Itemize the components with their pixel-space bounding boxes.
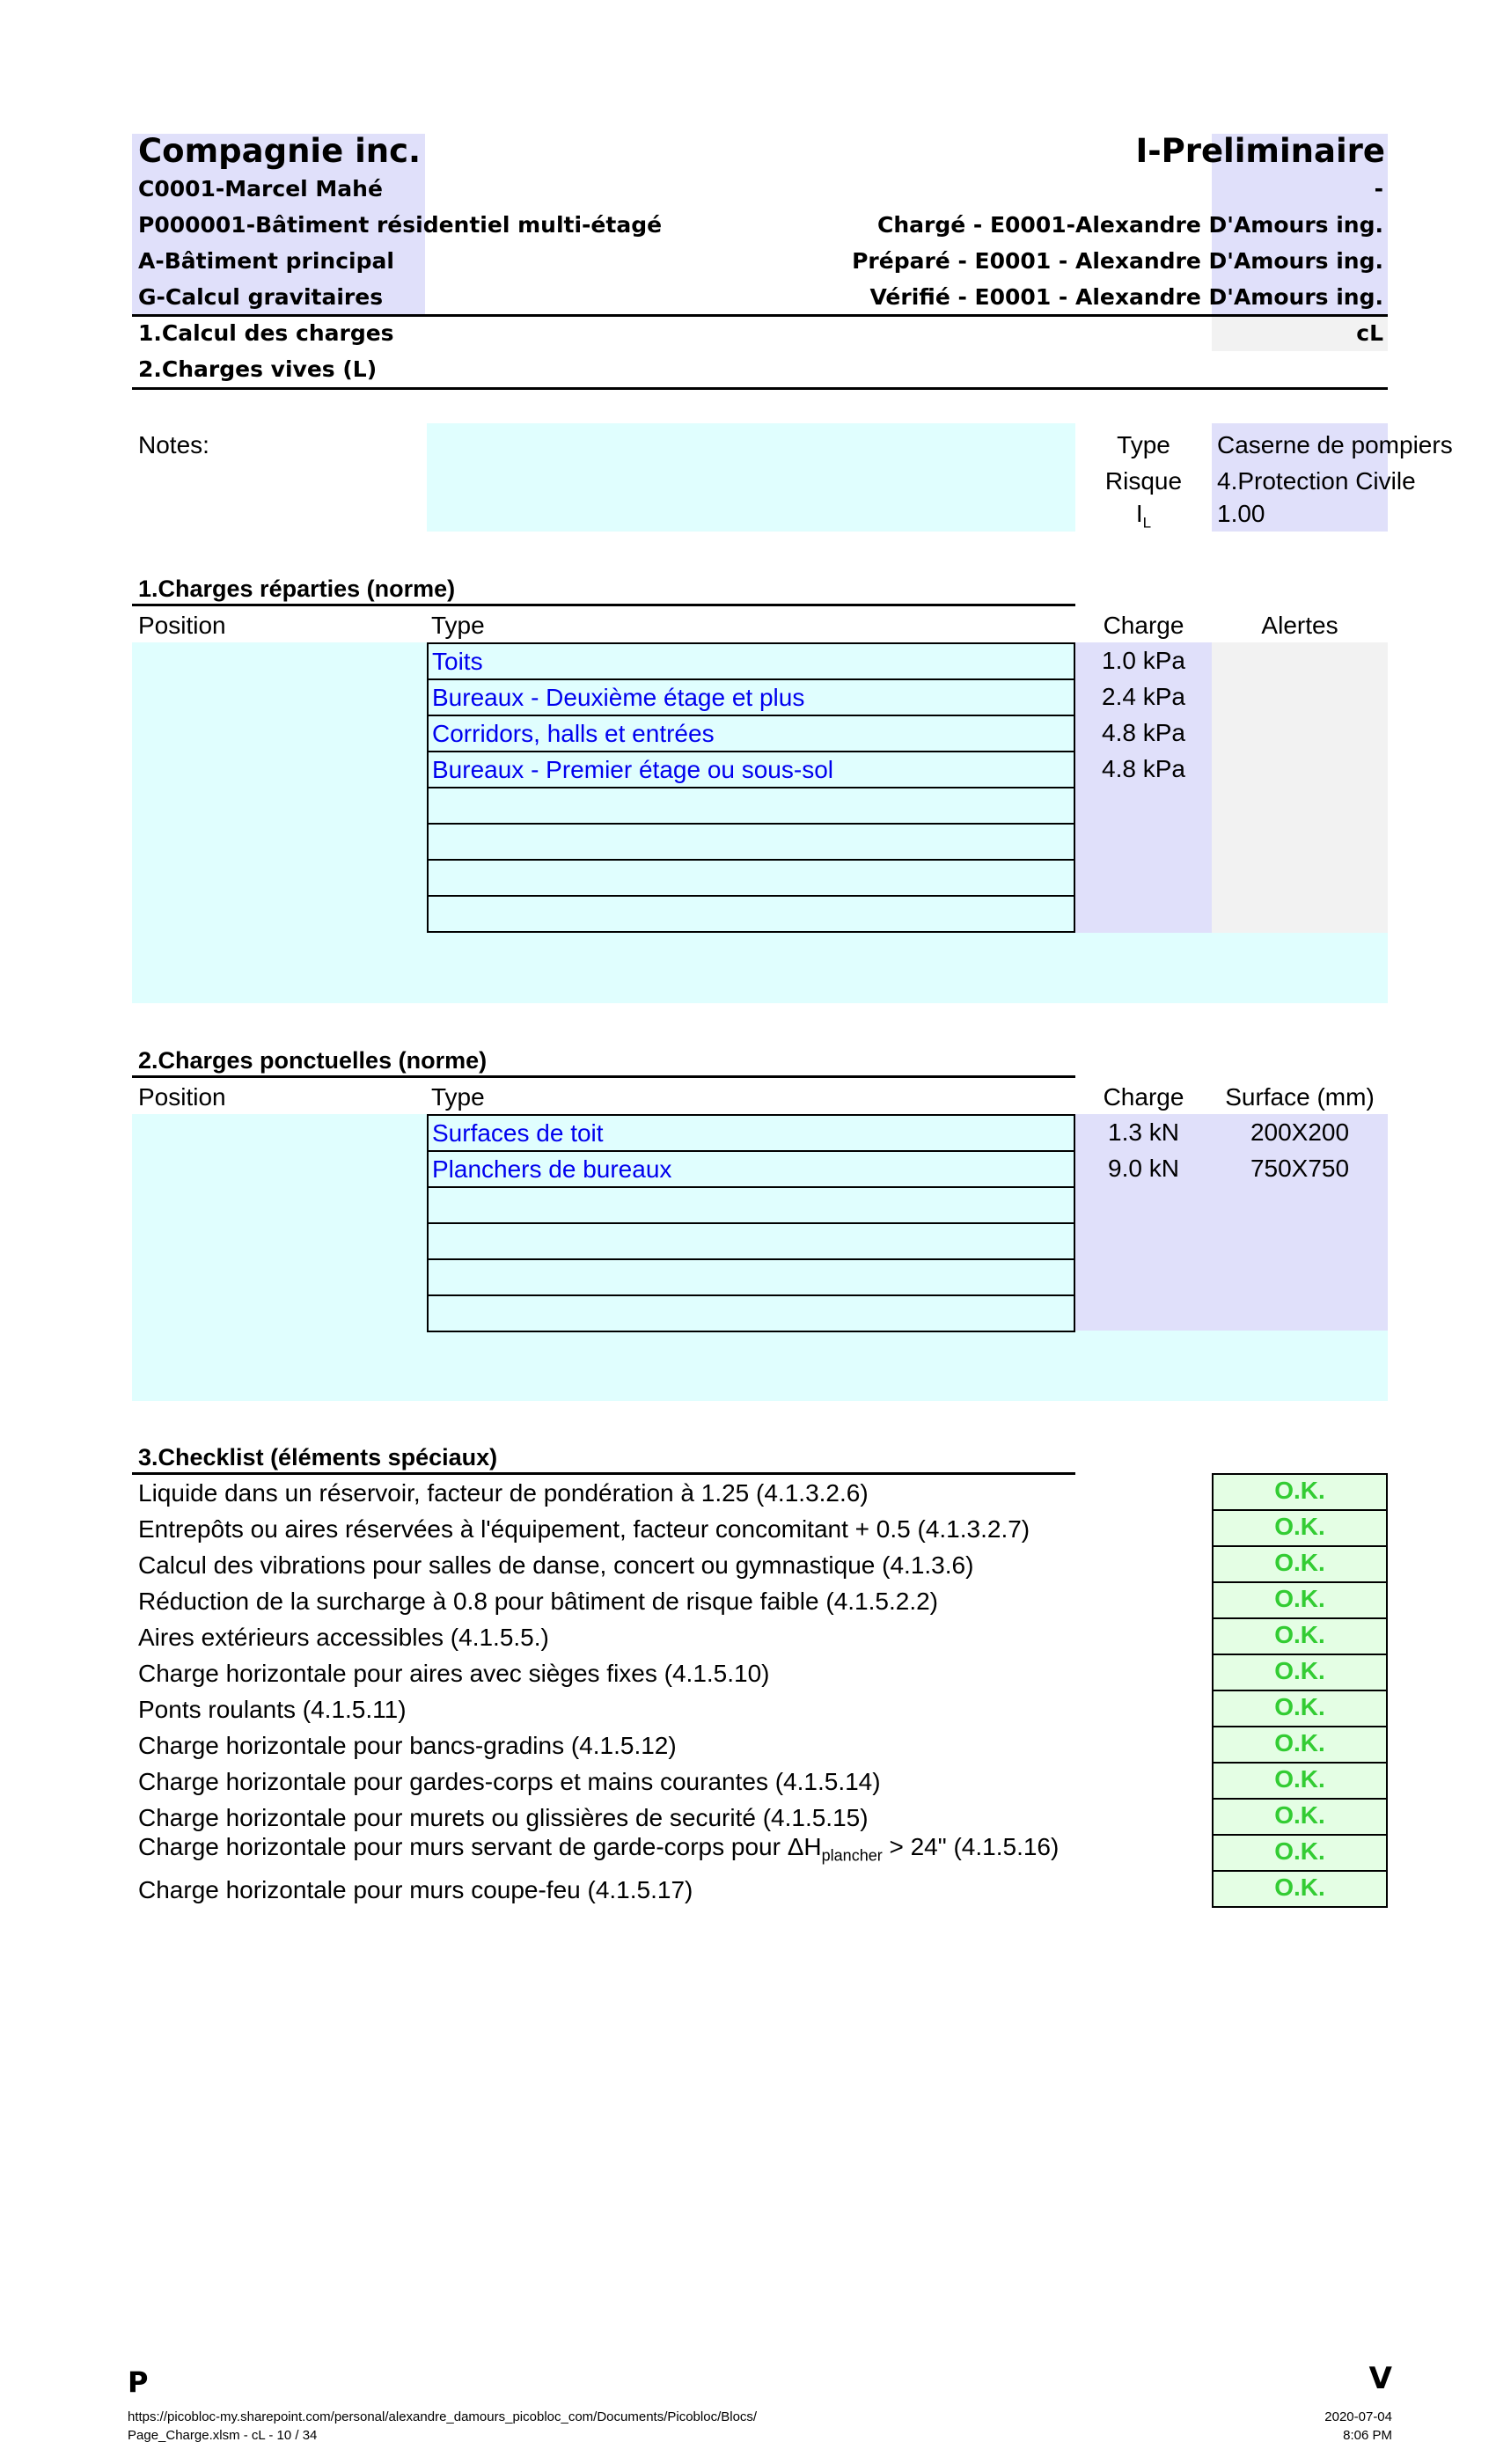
- checklist-item-text: Charge horizontale pour gardes-corps et mains courantes (4.1.5.14): [138, 1768, 881, 1795]
- importance-factor-value: 1.00: [1217, 500, 1265, 527]
- distributed-type-cell[interactable]: [427, 823, 1075, 861]
- point-title-underline: [132, 1075, 1075, 1078]
- client-name: C0001-Marcel Mahé: [138, 176, 383, 202]
- distributed-type-cell[interactable]: Bureaux - Deuxième étage et plus: [427, 678, 1075, 716]
- notes-label: Notes:: [138, 431, 209, 458]
- checklist-item-text: Aires extérieurs accessibles (4.1.5.5.): [138, 1624, 549, 1651]
- checklist-status-badge: O.K.: [1212, 1654, 1388, 1691]
- distributed-footer-area: [132, 933, 1388, 1003]
- type-value[interactable]: Caserne de pompiers: [1217, 431, 1453, 458]
- distributed-loads-title: 1.Charges réparties (norme): [138, 576, 456, 602]
- point-col-charge: Charge: [1103, 1083, 1184, 1111]
- importance-factor-symbol: I: [1135, 500, 1143, 527]
- checklist-status-badge: O.K.: [1212, 1798, 1388, 1836]
- point-type-cell[interactable]: Surfaces de toit: [427, 1114, 1075, 1152]
- distributed-charge-cell: 1.0 kPa: [1102, 647, 1185, 674]
- checklist-item-text: Ponts roulants (4.1.5.11): [138, 1696, 407, 1723]
- point-charge-cell: 1.3 kN: [1108, 1118, 1179, 1146]
- point-type-cell[interactable]: [427, 1222, 1075, 1260]
- checklist-status-badge: O.K.: [1212, 1762, 1388, 1800]
- checklist-item-label: [138, 1583, 938, 1619]
- point-col-surface: Surface (mm): [1225, 1083, 1375, 1111]
- phase-label: I-Preliminaire: [1135, 132, 1385, 170]
- checklist-status-badge: O.K.: [1212, 1581, 1388, 1619]
- point-type-cell[interactable]: Planchers de bureaux: [427, 1150, 1075, 1188]
- risk-label: Risque: [1104, 467, 1183, 495]
- distributed-type-cell[interactable]: [427, 895, 1075, 933]
- charged-by: Chargé - E0001-Alexandre D'Amours ing.: [876, 212, 1383, 238]
- distributed-col-type: Type: [431, 612, 485, 639]
- verified-by: Vérifié - E0001 - Alexandre D'Amours ing.: [869, 284, 1383, 310]
- calc-name: G-Calcul gravitaires: [138, 284, 384, 310]
- sheet-code: cL: [1356, 320, 1383, 346]
- footer-time: 8:06 PM: [1343, 2428, 1392, 2443]
- point-col-type: Type: [431, 1083, 485, 1111]
- distributed-position-area[interactable]: [132, 642, 427, 933]
- point-type-cell[interactable]: [427, 1294, 1075, 1332]
- checklist-item-text: Entrepôts ou aires réservées à l'équipement, facteur concomitant + 0.5 (4.1.3.2.7): [138, 1515, 1030, 1543]
- checklist-status-badge: O.K.: [1212, 1509, 1388, 1547]
- distributed-charge-cell: 4.8 kPa: [1102, 719, 1185, 746]
- checklist-item-text: Charge horizontale pour murs coupe-feu (4.1.5.17): [138, 1876, 693, 1903]
- footer-url: https://picobloc-my.sharepoint.com/personal/alexandre_damours_picobloc_com/Documents/Picobloc/Blocs/: [128, 2409, 758, 2424]
- point-loads-title: 2.Charges ponctuelles (norme): [138, 1047, 488, 1074]
- point-charge-cell: 9.0 kN: [1108, 1155, 1179, 1182]
- distributed-title-underline: [132, 604, 1075, 606]
- checklist-item-subscript: plancher: [821, 1846, 883, 1865]
- checklist-status-badge: O.K.: [1212, 1545, 1388, 1583]
- footer-left-mark: P: [128, 2365, 149, 2399]
- checklist-item-label: [138, 1655, 770, 1691]
- checklist-item-text: Charge horizontale pour aires avec sièges fixes (4.1.5.10): [138, 1660, 770, 1687]
- type-label: Type: [1117, 431, 1170, 458]
- checklist-item-text: Charge horizontale pour bancs-gradins (4.1.5.12): [138, 1732, 677, 1759]
- notes-field[interactable]: [427, 423, 1075, 532]
- distributed-col-alerts: Alertes: [1261, 612, 1338, 639]
- point-surface-cell: 750X750: [1250, 1155, 1350, 1182]
- checklist-item-text: Liquide dans un réservoir, facteur de pondération à 1.25 (4.1.3.2.6): [138, 1479, 869, 1507]
- checklist-item-text: Charge horizontale pour murets ou glissières de securité (4.1.5.15): [138, 1804, 869, 1831]
- checklist-item-label: [138, 1727, 677, 1764]
- checklist-item-label: [138, 1619, 549, 1655]
- distributed-type-cell[interactable]: Corridors, halls et entrées: [427, 715, 1075, 752]
- checklist-item-label: [138, 1872, 693, 1908]
- point-surface-cell: 200X200: [1250, 1118, 1350, 1146]
- distributed-charge-cell: 4.8 kPa: [1102, 755, 1185, 782]
- distributed-charge-cell: 2.4 kPa: [1102, 683, 1185, 710]
- distributed-type-cell[interactable]: [427, 787, 1075, 825]
- checklist-item-label: [138, 1547, 973, 1583]
- checklist-status-badge: O.K.: [1212, 1834, 1388, 1872]
- checklist-item-label: [138, 1511, 1030, 1547]
- prepared-by: Préparé - E0001 - Alexandre D'Amours ing.: [852, 248, 1383, 274]
- checklist-item-label: [138, 1691, 407, 1727]
- section-calc-charges: 1.Calcul des charges: [138, 320, 394, 346]
- section-live-loads: 2.Charges vives (L): [138, 356, 378, 382]
- risk-value[interactable]: 4.Protection Civile: [1217, 467, 1416, 495]
- footer-date: 2020-07-04: [1324, 2409, 1392, 2424]
- checklist-status-badge: O.K.: [1212, 1726, 1388, 1764]
- point-footer-area: [132, 1331, 1388, 1401]
- importance-factor-label: [1075, 495, 1212, 541]
- distributed-alerts-column: [1212, 642, 1388, 933]
- checklist-item-text: Charge horizontale pour murs servant de garde-corps pour ΔH: [138, 1833, 822, 1860]
- checklist-item-tail: > 24" (4.1.5.16): [882, 1833, 1060, 1860]
- checklist-status-badge: O.K.: [1212, 1870, 1388, 1908]
- importance-factor-sub: L: [1142, 514, 1152, 532]
- company-name: Compagnie inc.: [138, 132, 422, 170]
- building-name: A-Bâtiment principal: [138, 248, 394, 274]
- client-right: -: [1374, 176, 1383, 202]
- checklist-status-badge: O.K.: [1212, 1617, 1388, 1655]
- point-type-cell[interactable]: [427, 1186, 1075, 1224]
- checklist-item-label: [138, 1764, 881, 1800]
- checklist-item-label: [138, 1829, 1059, 1874]
- point-position-area[interactable]: [132, 1114, 427, 1331]
- checklist-status-badge: O.K.: [1212, 1473, 1388, 1511]
- footer-file: Page_Charge.xlsm - cL - 10 / 34: [128, 2428, 318, 2443]
- project-name: P000001-Bâtiment résidentiel multi-étagé: [138, 212, 663, 238]
- checklist-item-label: [138, 1475, 869, 1511]
- distributed-type-cell[interactable]: Toits: [427, 642, 1075, 680]
- distributed-type-cell[interactable]: Bureaux - Premier étage ou sous-sol: [427, 751, 1075, 788]
- checklist-status-badge: O.K.: [1212, 1690, 1388, 1727]
- distributed-col-position: Position: [138, 612, 226, 639]
- footer-right-mark: V: [1368, 2361, 1392, 2396]
- section-divider: [132, 387, 1388, 390]
- point-col-position: Position: [138, 1083, 226, 1111]
- checklist-item-text: Calcul des vibrations pour salles de danse, concert ou gymnastique (4.1.3.6): [138, 1551, 974, 1579]
- checklist-title: 3.Checklist (éléments spéciaux): [138, 1444, 498, 1470]
- distributed-col-charge: Charge: [1103, 612, 1184, 639]
- point-type-cell[interactable]: [427, 1258, 1075, 1296]
- checklist-item-text: Réduction de la surcharge à 0.8 pour bâtiment de risque faible (4.1.5.2.2): [138, 1588, 939, 1615]
- distributed-type-cell[interactable]: [427, 859, 1075, 897]
